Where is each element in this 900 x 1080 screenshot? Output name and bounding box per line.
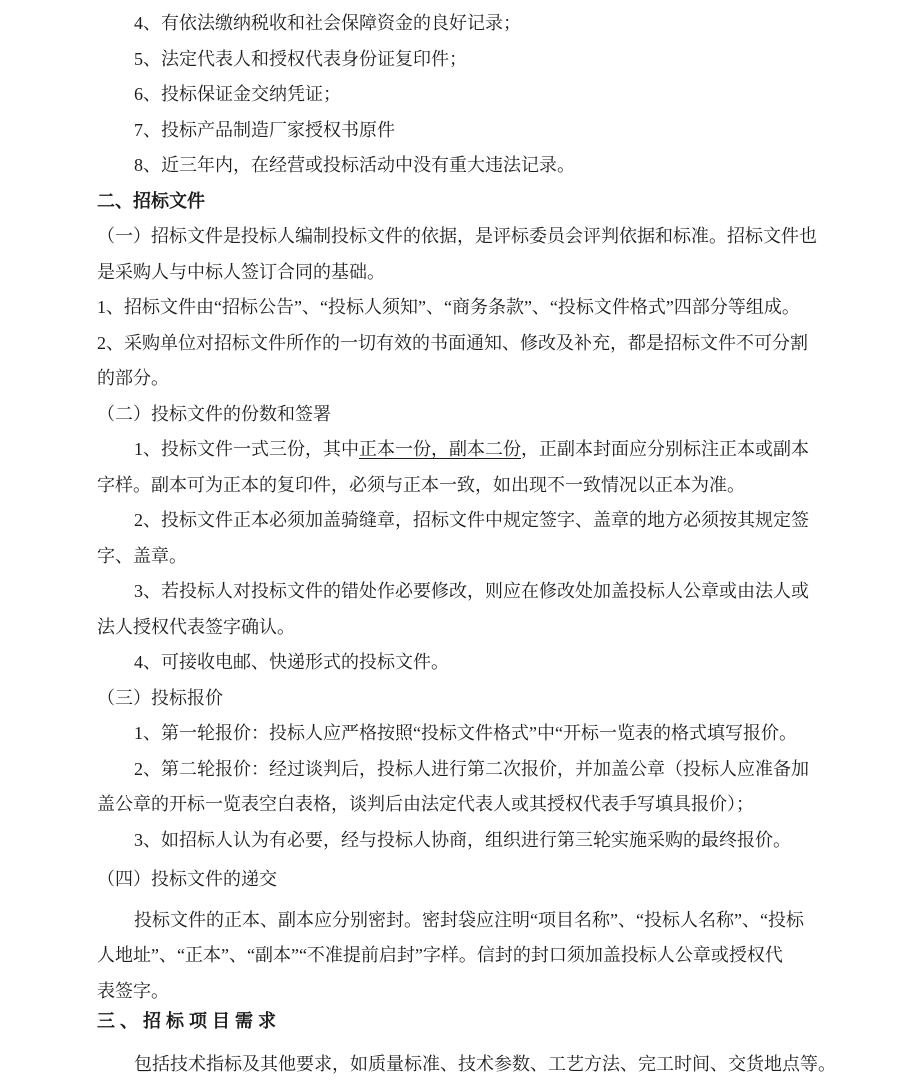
para-2-4-line-2: 人地址”、“正本”、“副本”“不准提前启封”字样。信封的封口须加盖投标人公章或授权代 — [97, 945, 783, 965]
para-2-1-item-2-line-2: 的部分。 — [97, 368, 169, 388]
para-2-1-line-1: （一）招标文件是投标人编制投标文件的依据，是评标委员会评判依据和标准。招标文件也 — [97, 226, 817, 246]
qualification-item-7: 7、投标产品制造厂家授权书原件 — [134, 119, 395, 140]
subsection-heading-2-3: （三）投标报价 — [97, 687, 223, 708]
para-2-3-item-3: 3、如招标人认为有必要，经与投标人协商，组织进行第三轮实施采购的最终报价。 — [134, 829, 791, 850]
item-text-underlined: 正本一份，副本二份 — [359, 439, 521, 459]
para-2-3-item-1: 1、第一轮报价：投标人应严格按照“投标文件格式”中“开标一览表的格式填写报价。 — [134, 723, 797, 743]
para-2-2-item-4: 4、可接收电邮、快递形式的投标文件。 — [134, 652, 449, 672]
subsection-heading-2-4: （四）投标文件的递交 — [97, 869, 277, 889]
para-2-4-line-1: 投标文件的正本、副本应分别密封。密封袋应注明“项目名称”、“投标人名称”、“投标 — [134, 909, 804, 930]
item-text-post: ，正副本封面应分别标注正本或副本 — [521, 439, 809, 459]
qualification-item-6: 6、投标保证金交纳凭证； — [134, 84, 341, 104]
para-2-2-item-3-line-2: 法人授权代表签字确认。 — [97, 616, 295, 637]
para-2-2-item-2-line-2: 字、盖章。 — [97, 545, 187, 566]
para-2-2-item-3-line-1: 3、若投标人对投标文件的错处作必要修改，则应在修改处加盖投标人公章或由法人或 — [134, 581, 809, 601]
qualification-item-4: 4、有依法缴纳税收和社会保障资金的良好记录； — [134, 13, 521, 33]
qualification-item-5: 5、法定代表人和授权代表身份证复印件； — [134, 48, 467, 69]
qualification-item-8: 8、近三年内，在经营或投标活动中没有重大违法记录。 — [134, 155, 575, 175]
para-2-3-item-2-line-2: 盖公章的开标一览表空白表格，谈判后由法定代表人或其授权代表手写填具报价）； — [97, 794, 754, 814]
para-2-1-item-1: 1、招标文件由“招标公告”、“投标人须知”、“商务条款”、“投标文件格式”四部分等组成。 — [97, 297, 800, 317]
section-heading-3-project-requirements: 三、招标项目需求 — [97, 1011, 281, 1031]
para-2-4-line-3: 表签字。 — [97, 980, 169, 1001]
para-2-1-line-2: 是采购人与中标人签订合同的基础。 — [97, 261, 385, 282]
para-2-2-item-1-line-2: 字样。副本可为正本的复印件，必须与正本一致，如出现不一致情况以正本为准。 — [97, 474, 745, 495]
para-2-2-item-1-line-1 — [97, 432, 820, 468]
subsection-heading-2-2: （二）投标文件的份数和签署 — [97, 403, 331, 424]
section-heading-2-tender-documents: 二、招标文件 — [97, 190, 205, 211]
para-2-2-item-2-line-1: 2、投标文件正本必须加盖骑缝章，招标文件中规定签字、盖章的地方必须按其规定签 — [134, 510, 809, 530]
item-text-pre: 1、投标文件一式三份，其中 — [134, 439, 359, 459]
para-2-1-item-2-line-1: 2、采购单位对招标文件所作的一切有效的书面通知、修改及补充，都是招标文件不可分割 — [97, 332, 808, 353]
para-2-3-item-2-line-1: 2、第二轮报价：经过谈判后，投标人进行第二次报价，并加盖公章（投标人应准备加 — [134, 758, 809, 779]
para-3-line-1: 包括技术指标及其他要求，如质量标准、技术参数、工艺方法、完工时间、交货地点等。 — [134, 1053, 836, 1074]
